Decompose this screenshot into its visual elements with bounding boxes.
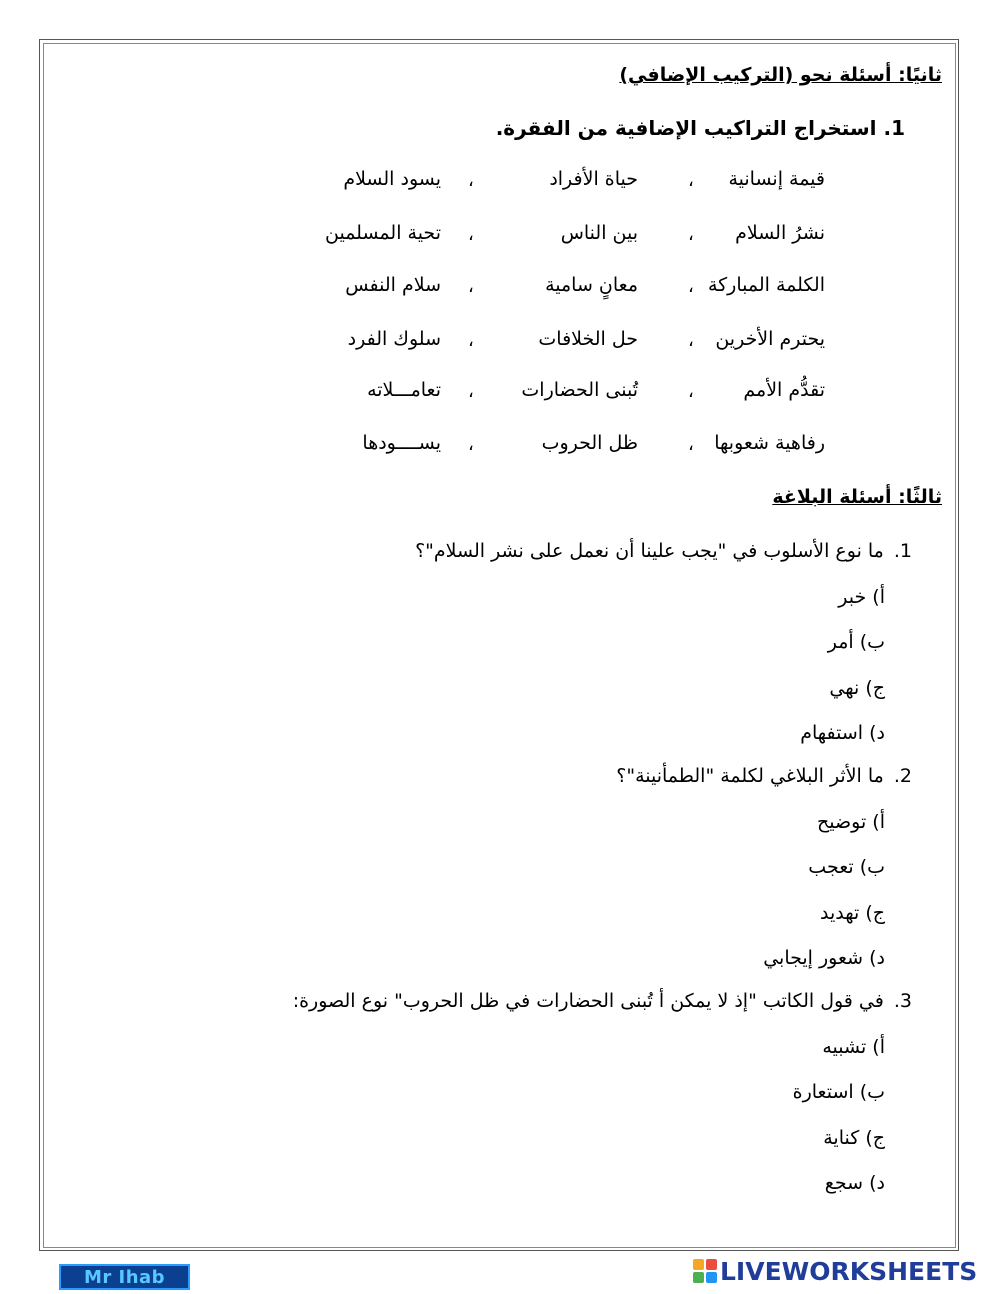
question-number: 2.	[893, 765, 912, 787]
idafa-cell: تعامـــلاته	[367, 379, 441, 401]
question-text: في قول الكاتب "إذ لا يمكن أ تُبنى الحضارات في ظل الحروب" نوع الصورة:	[292, 990, 884, 1012]
q1-title-row	[496, 116, 905, 140]
liveworksheets-icon	[693, 1259, 717, 1283]
question-3	[293, 990, 912, 1012]
answer-option[interactable]: ب) تعجب	[808, 856, 885, 878]
separator: ،	[468, 381, 474, 402]
answer-option[interactable]: أ) توضيح	[817, 810, 885, 833]
liveworksheets-logo[interactable]	[693, 1256, 977, 1286]
author-logo	[59, 1264, 190, 1290]
answer-option[interactable]: ج) كناية	[823, 1126, 885, 1149]
liveworksheets-text: LIVEWORKSHEETS	[720, 1256, 978, 1286]
idafa-cell: قيمة إنسانية	[728, 168, 825, 190]
idafa-cell: يحترم الأخرين	[715, 328, 825, 350]
author-logo-text: Mr Ihab	[83, 1266, 166, 1288]
q1-number: 1.	[883, 116, 905, 140]
question-2	[616, 765, 912, 787]
answer-option[interactable]: ب) أمر	[827, 631, 885, 653]
separator: ،	[688, 434, 694, 455]
idafa-cell: ظل الحروب	[541, 432, 638, 454]
idafa-cell: معانٍ سامية	[545, 274, 638, 296]
idafa-cell: سلوك الفرد	[347, 328, 441, 350]
q1-title: استخراج التراكيب الإضافية من الفقرة.	[495, 116, 877, 140]
separator: ،	[468, 276, 474, 297]
separator: ،	[688, 381, 694, 402]
idafa-cell: الكلمة المباركة	[707, 274, 825, 296]
section2-heading: ثانيًا: أسئلة نحو (التركيب الإضافي)	[619, 64, 942, 86]
question-text: ما نوع الأسلوب في "يجب علينا أن نعمل على نشر السلام"؟	[415, 540, 884, 562]
answer-option[interactable]: أ) خبر	[838, 585, 885, 608]
question-number: 3.	[893, 990, 912, 1012]
separator: ،	[688, 170, 694, 191]
question-1	[415, 540, 912, 562]
idafa-cell: يسود السلام	[343, 168, 441, 190]
idafa-cell: تحية المسلمين	[325, 222, 441, 244]
answer-option[interactable]: ج) نهي	[829, 676, 885, 699]
answer-option[interactable]: د) سجع	[824, 1172, 885, 1194]
idafa-cell: رفاهية شعوبها	[714, 432, 825, 454]
separator: ،	[688, 224, 694, 245]
separator: ،	[688, 276, 694, 297]
idafa-cell: تقدُّم الأمم	[743, 379, 825, 401]
idafa-cell: بين الناس	[560, 222, 638, 244]
answer-option[interactable]: د) استفهام	[800, 722, 885, 744]
separator: ،	[468, 434, 474, 455]
idafa-cell: تُبنى الحضارات	[521, 379, 638, 401]
answer-option[interactable]: ب) استعارة	[792, 1081, 885, 1103]
idafa-cell: حياة الأفراد	[549, 168, 638, 190]
question-text: ما الأثر البلاغي لكلمة "الطمأنينة"؟	[616, 765, 884, 787]
idafa-cell: يســــودها	[362, 432, 441, 454]
answer-option[interactable]: ج) تهديد	[820, 901, 885, 924]
answer-option[interactable]: أ) تشبيه	[822, 1035, 885, 1058]
separator: ،	[468, 224, 474, 245]
idafa-cell: حل الخلافات	[538, 328, 638, 350]
answer-option[interactable]: د) شعور إيجابي	[763, 947, 885, 969]
idafa-cell: نشرُ السلام	[735, 222, 825, 244]
separator: ،	[468, 170, 474, 191]
separator: ،	[688, 330, 694, 351]
question-number: 1.	[893, 540, 912, 562]
idafa-cell: سلام النفس	[345, 274, 441, 296]
separator: ،	[468, 330, 474, 351]
section3-heading: ثالثًا: أسئلة البلاغة	[772, 486, 942, 508]
